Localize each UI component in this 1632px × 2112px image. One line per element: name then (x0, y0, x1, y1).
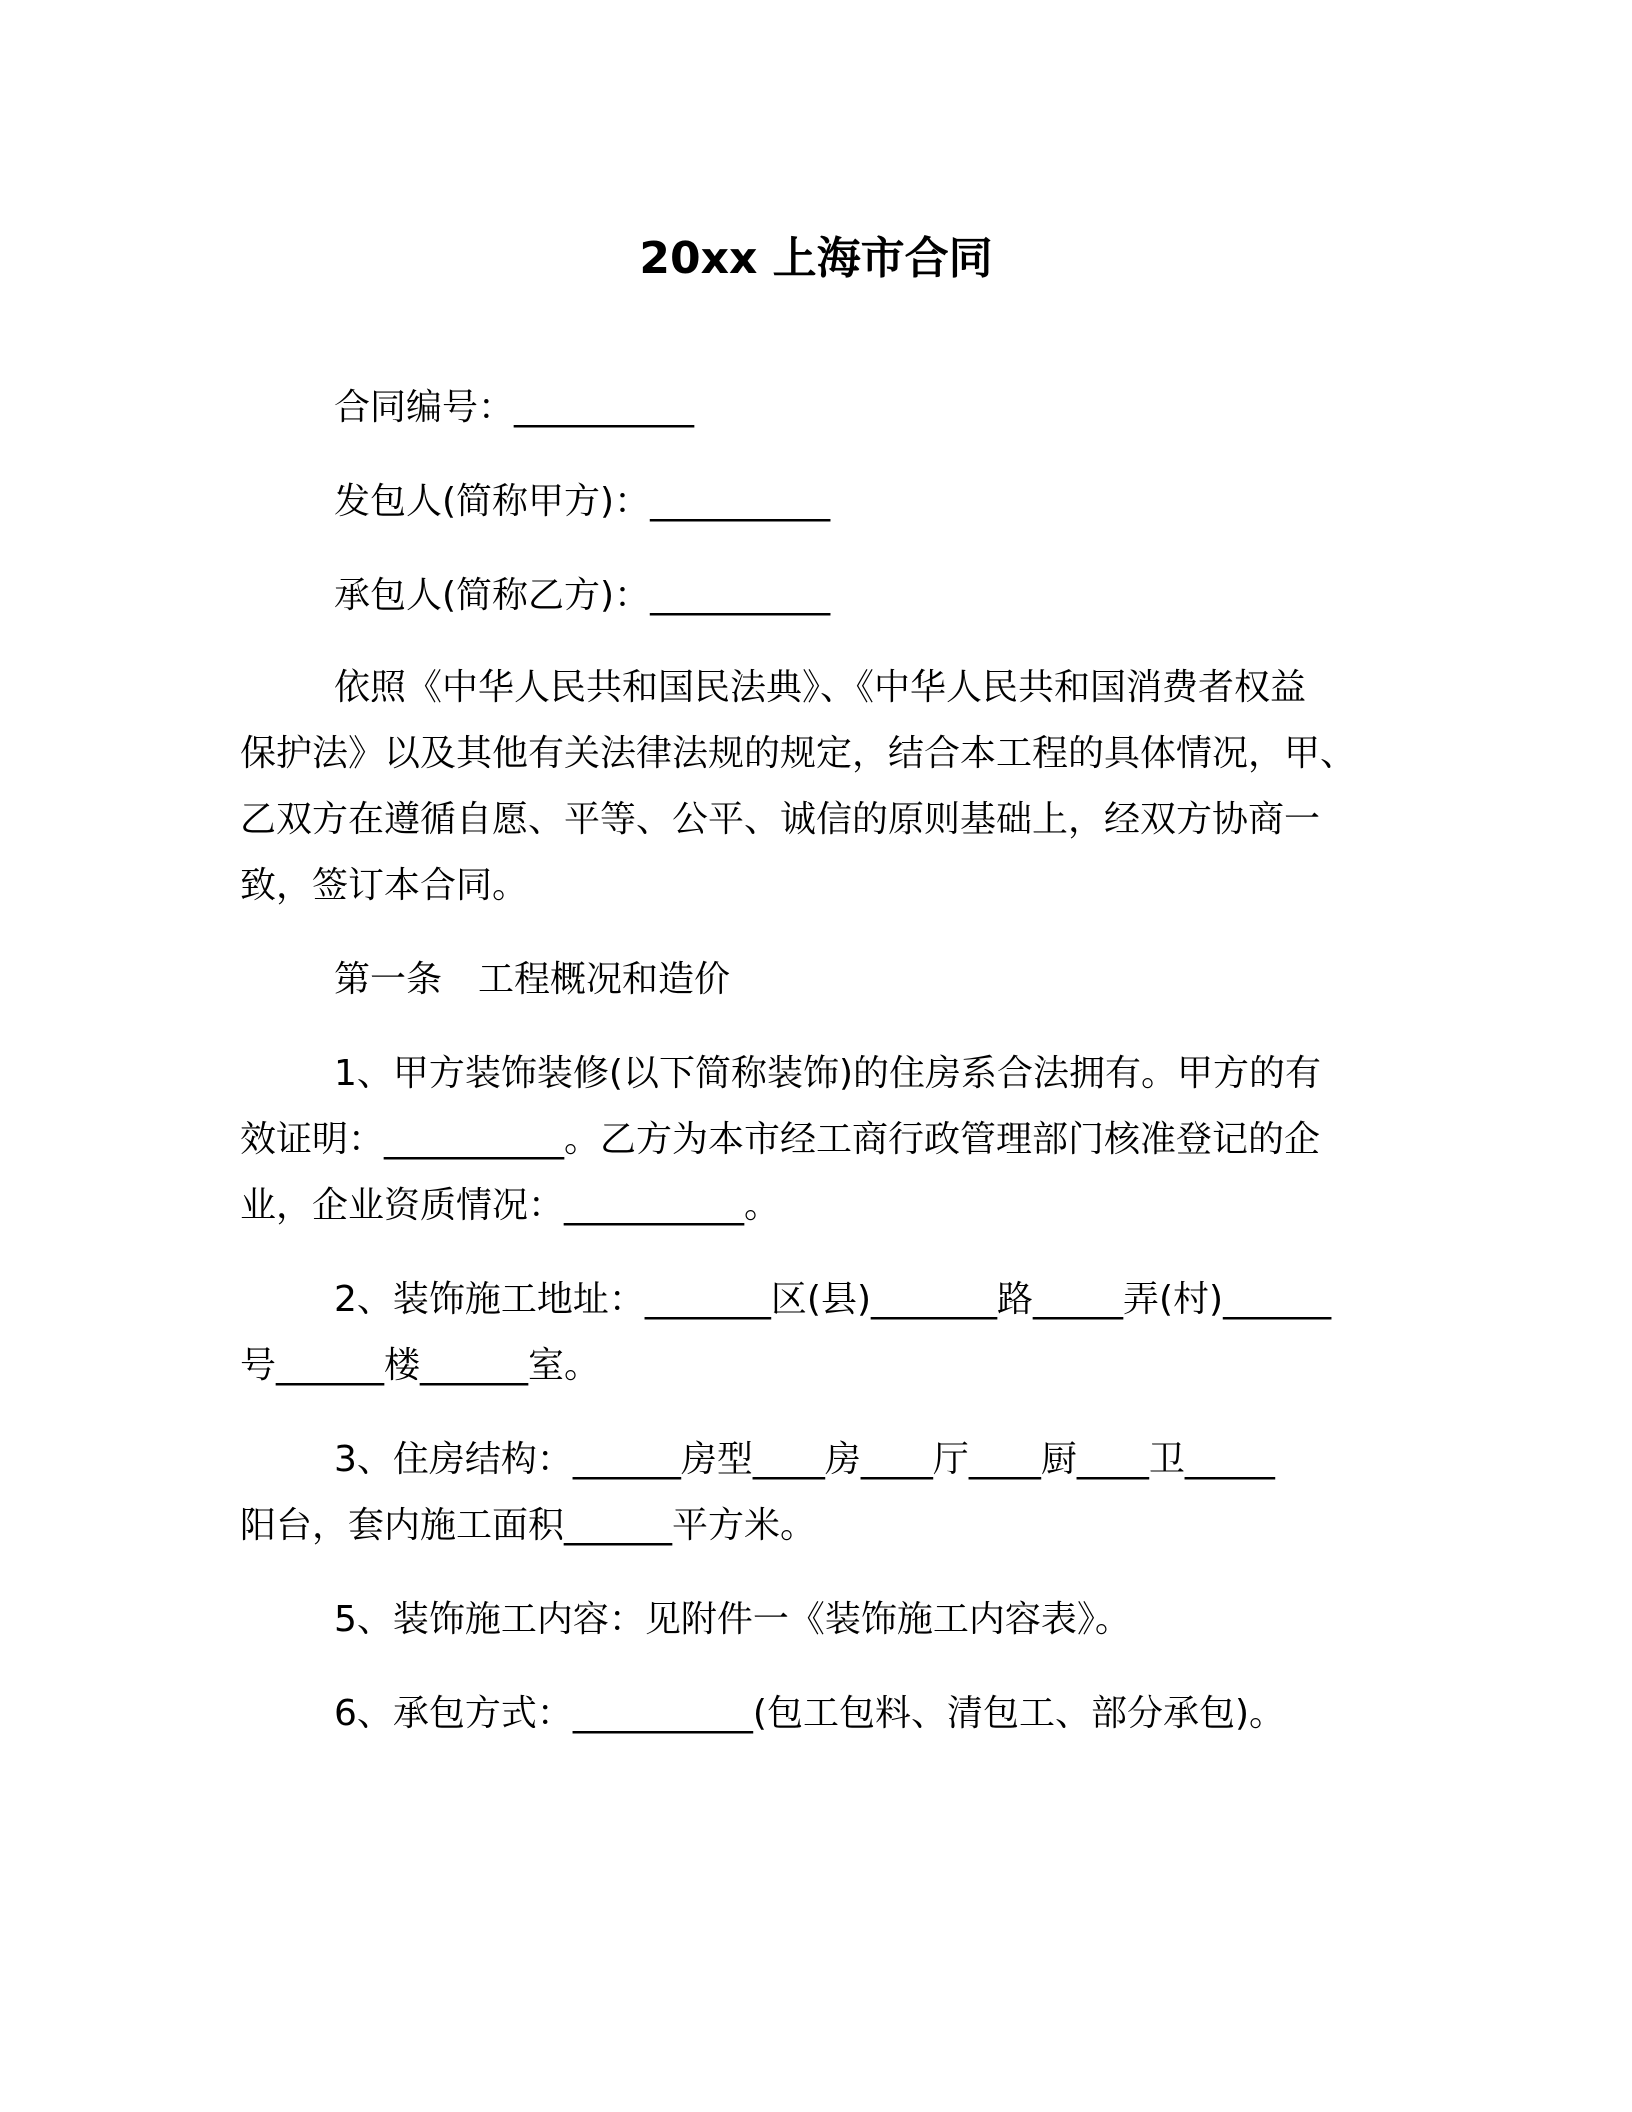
clause-3-line-1: 3、住房结构：______房型____房____厅____厨____卫_____ (334, 1439, 1275, 1480)
preamble-line-4: 致，签订本合同。 (240, 865, 529, 906)
clause-1-line-1: 1、甲方装饰装修(以下简称装饰)的住房系合法拥有。甲方的有 (334, 1053, 1321, 1094)
preamble-line-1: 依照《中华人民共和国民法典》、《中华人民共和国消费者权益 (334, 667, 1307, 708)
clause-6-line: 6、承包方式：__________(包工包料、清包工、部分承包)。 (334, 1693, 1285, 1734)
clause-3-line-2: 阳台，套内施工面积______平方米。 (240, 1505, 817, 1546)
party-b-line: 承包人(简称乙方)：__________ (334, 575, 831, 616)
article-one-heading: 第一条 工程概况和造价 (334, 959, 731, 1000)
contract-number-line: 合同编号：__________ (334, 387, 695, 428)
preamble-line-3: 乙双方在遵循自愿、平等、公平、诚信的原则基础上，经双方协商一 (240, 799, 1321, 840)
document-title: 20xx 上海市合同 (639, 233, 993, 284)
clause-1-line-3: 业，企业资质情况：__________。 (240, 1185, 781, 1226)
clause-5-line: 5、装饰施工内容：见附件一《装饰施工内容表》。 (334, 1599, 1131, 1640)
clause-2-line-2: 号______楼______室。 (240, 1345, 601, 1386)
clause-1-line-2: 效证明：__________。乙方为本市经工商行政管理部门核准登记的企 (240, 1119, 1321, 1160)
clause-2-line-1: 2、装饰施工地址：_______区(县)_______路_____弄(村)______ (334, 1279, 1332, 1320)
party-a-line: 发包人(简称甲方)：__________ (334, 481, 831, 522)
preamble-line-2: 保护法》以及其他有关法律法规的规定，结合本工程的具体情况，甲、 (240, 733, 1357, 774)
